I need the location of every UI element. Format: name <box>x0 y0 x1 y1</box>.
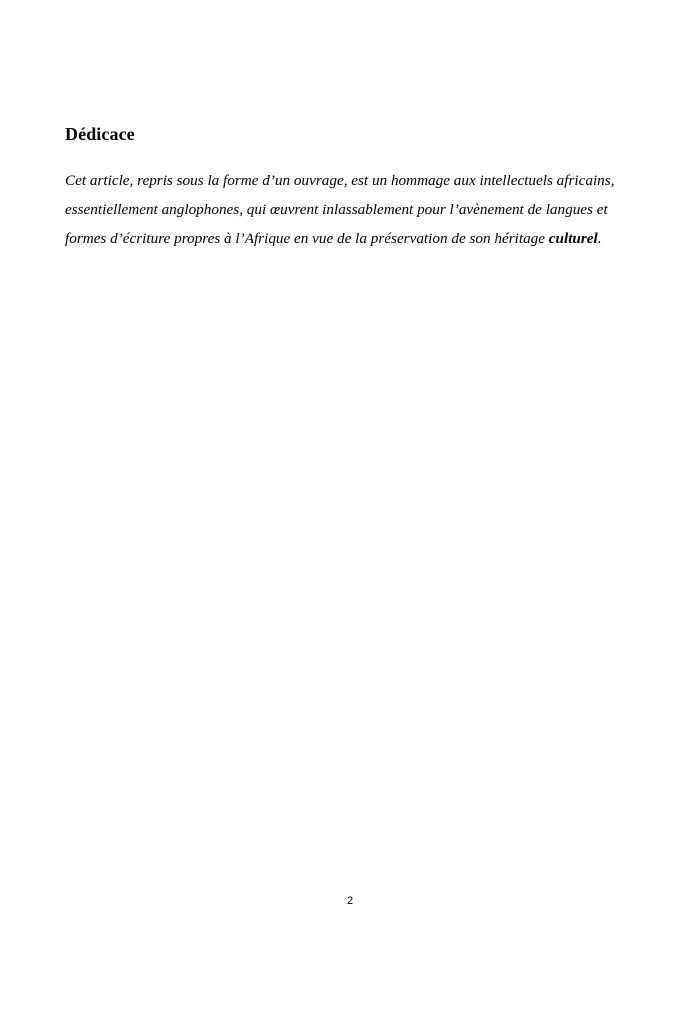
paragraph-line-last <box>65 224 645 253</box>
dedication-paragraph <box>65 166 645 253</box>
paragraph-end-punct: . <box>597 230 602 247</box>
paragraph-line: essentiellement anglophones, qui œuvrent inlassablement pour l’avènement de langues et <box>65 201 608 218</box>
paragraph-line-text: formes d’écriture propres à l’Afrique en vue de la préservation de son héritage <box>65 230 545 247</box>
paragraph-line: Cet article, repris sous la forme d’un ouvrage, est un hommage aux intellectuels africains, <box>65 172 615 189</box>
page-number: 2 <box>346 895 354 907</box>
dedication-heading: Dédicace <box>65 124 135 144</box>
emphasized-word: culturel <box>548 230 598 247</box>
